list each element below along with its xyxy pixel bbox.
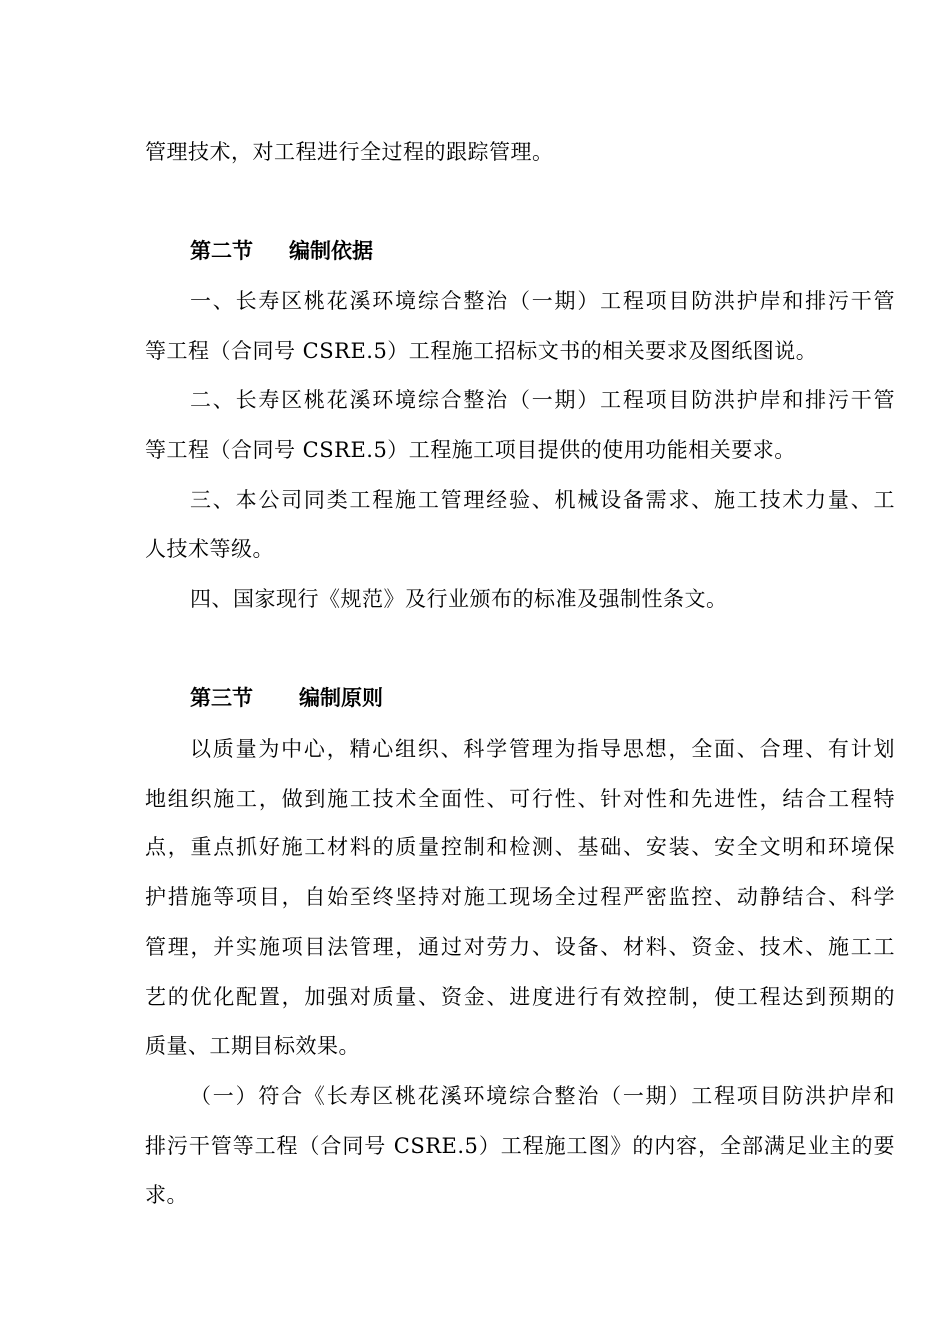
principle-para2-line-3: 求。	[145, 1183, 188, 1207]
principle-para1-line-5: 管理，并实施项目法管理，通过对劳力、设备、材料、资金、技术、施工工	[145, 935, 895, 959]
section3-title: 编制原则	[299, 686, 383, 710]
principle-para1-line-1: 以质量为中心，精心组织、科学管理为指导思想，全面、合理、有计划	[190, 737, 895, 761]
intro-tail-line: 管理技术，对工程进行全过程的跟踪管理。	[145, 140, 554, 164]
principle-para1-line-4: 护措施等项目，自始至终坚持对施工现场全过程严密监控、动静结合、科学	[145, 885, 895, 909]
principle-para1-line-6: 艺的优化配置，加强对质量、资金、进度进行有效控制，使工程达到预期的	[145, 985, 895, 1009]
section2-number: 第二节	[190, 239, 253, 263]
principle-para1-line-7: 质量、工期目标效果。	[145, 1034, 360, 1058]
principle-para2-line-2: 排污干管等工程（合同号 CSRE.5）工程施工图》的内容，全部满足业主的要	[145, 1134, 895, 1158]
basis-item-4-line-1: 四、国家现行《规范》及行业颁布的标准及强制性条文。	[190, 587, 728, 611]
section3-number: 第三节	[190, 686, 253, 710]
section2-heading	[190, 237, 373, 265]
basis-item-3-line-2: 人技术等级。	[145, 537, 274, 561]
basis-item-1-line-2: 等工程（合同号 CSRE.5）工程施工招标文书的相关要求及图纸图说。	[145, 339, 818, 363]
principle-para1-line-2: 地组织施工，做到施工技术全面性、可行性、针对性和先进性，结合工程特	[145, 787, 895, 811]
basis-item-1-line-1: 一、长寿区桃花溪环境综合整治（一期）工程项目防洪护岸和排污干管	[190, 289, 895, 313]
principle-para2-line-1: （一）符合《长寿区桃花溪环境综合整治（一期）工程项目防洪护岸和	[190, 1084, 895, 1108]
principle-para1-line-3: 点，重点抓好施工材料的质量控制和检测、基础、安装、安全文明和环境保	[145, 835, 895, 859]
basis-item-2-line-1: 二、长寿区桃花溪环境综合整治（一期）工程项目防洪护岸和排污干管	[190, 388, 895, 412]
basis-item-2-line-2: 等工程（合同号 CSRE.5）工程施工项目提供的使用功能相关要求。	[145, 438, 796, 462]
basis-item-3-line-1: 三、本公司同类工程施工管理经验、机械设备需求、施工技术力量、工	[190, 488, 895, 512]
section3-heading	[190, 684, 383, 712]
section2-title: 编制依据	[289, 239, 373, 263]
